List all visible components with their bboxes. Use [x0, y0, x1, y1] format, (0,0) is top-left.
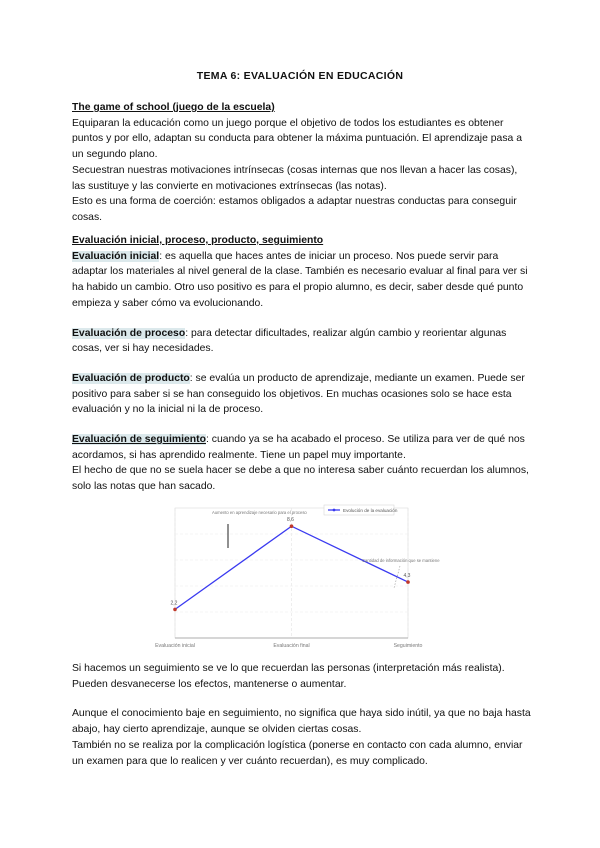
page-title: TEMA 6: EVALUACIÓN EN EDUCACIÓN	[196, 70, 404, 82]
x-tick-label: Seguimiento	[393, 643, 423, 649]
annotation-aprendizaje: Aumento en aprendizaje necesario para el proceso	[212, 510, 307, 515]
term-text: : es aquella que haces antes de iniciar un proceso. Nos puede servir para adaptar los materiales al nivel general de la clase. También es necesario evaluar al final para ver si ha habido un cambio. Otro uso positivo es para el propio alumno, es decir, saber desde qué punto empieza y saber cómo va evolucionando.	[72, 250, 528, 309]
section-heading: Evaluación inicial, proceso, producto, seguimiento	[72, 235, 324, 246]
section-seguimiento-notes	[72, 661, 532, 769]
line-chart	[150, 500, 440, 660]
term-highlight: Evaluación de proceso	[72, 327, 186, 339]
paragraph: Esto es una forma de coerción: estamos obligados a adaptar nuestras conductas para conseguir cosas.	[72, 196, 517, 223]
paragraph: Equiparan la educación como un juego porque el objetivo de todos los estudiantes es obtener puntos y por ello, adaptan su conducta para obtener la máxima puntuación. El aprendizaje pasa a un segundo plano.	[72, 117, 522, 161]
paragraph-proceso	[72, 326, 532, 357]
chart-legend	[324, 505, 398, 515]
paragraph: Si hacemos un seguimiento se ve lo que recuerdan las personas (interpretación más realista). Pueden desvanecerse los efectos, mantenerse o aumentar.	[72, 663, 505, 690]
legend-label: Evolución de la evaluación	[343, 508, 398, 513]
term-text: : se evalúa un producto de aprendizaje, mediante un examen. Puede ser positivo para saber si se han conseguido los objetivos. En muchas ocasiones solo se hace esta evaluación y no la inicial ni la de proceso.	[72, 372, 525, 416]
paragraph: Secuestran nuestras motivaciones intrínsecas (cosas internas que nos llevan a hacer las cosas), las sustituye y las convierte en motivaciones extrínsecas (las notas).	[72, 164, 518, 192]
data-point	[290, 524, 294, 528]
x-tick-label: Evaluación inicial	[155, 643, 195, 649]
legend-marker	[333, 509, 336, 512]
term-text: : para detectar dificultades, realizar algún cambio y reorientar algunas cosas, ver si hay necesidades.	[72, 327, 507, 355]
x-tick-label: Evaluación final	[273, 643, 310, 649]
section-tipos-evaluacion	[72, 233, 532, 495]
paragraph: También no se realiza por la complicación logística (ponerse en contacto con cada alumno, enviar un examen para que lo realicen y ver cuánto recuerdan), es muy complicado.	[72, 739, 523, 767]
section-heading: The game of school (juego de la escuela)	[72, 102, 275, 113]
term-text: : cuando ya se ha acabado el proceso. Se utiliza para ver de qué nos acordamos, si has aprendido realmente. Tiene un papel muy importante.	[72, 434, 525, 461]
data-label: 4,3	[403, 573, 411, 580]
term-highlight: Evaluación de producto	[72, 372, 190, 384]
data-label: 8,6	[287, 517, 294, 524]
data-point	[406, 580, 410, 584]
paragraph-producto	[72, 371, 532, 418]
paragraph: Aunque el conocimiento baje en seguimiento, no significa que haya sido inútil, ya que no baja hasta abajo, hay cierto aprendizaje, aunque se olviden ciertas cosas.	[72, 708, 531, 736]
paragraph: El hecho de que no se suela hacer se debe a que no interesa saber cuánto recuerdan los alumnos, solo las notas que han sacado.	[72, 465, 529, 493]
data-point	[173, 608, 177, 612]
section-game-of-school	[72, 100, 532, 226]
annotation-retencion: Cantidad de información que se mantiene	[362, 558, 440, 563]
paragraph-inicial	[72, 249, 532, 312]
term-highlight: Evaluación inicial	[72, 250, 160, 262]
chart-labels	[155, 510, 440, 649]
term-highlight: Evaluación de seguimiento	[72, 434, 206, 446]
data-label: 2,2	[170, 600, 178, 607]
paragraph-seguimiento	[72, 432, 532, 463]
